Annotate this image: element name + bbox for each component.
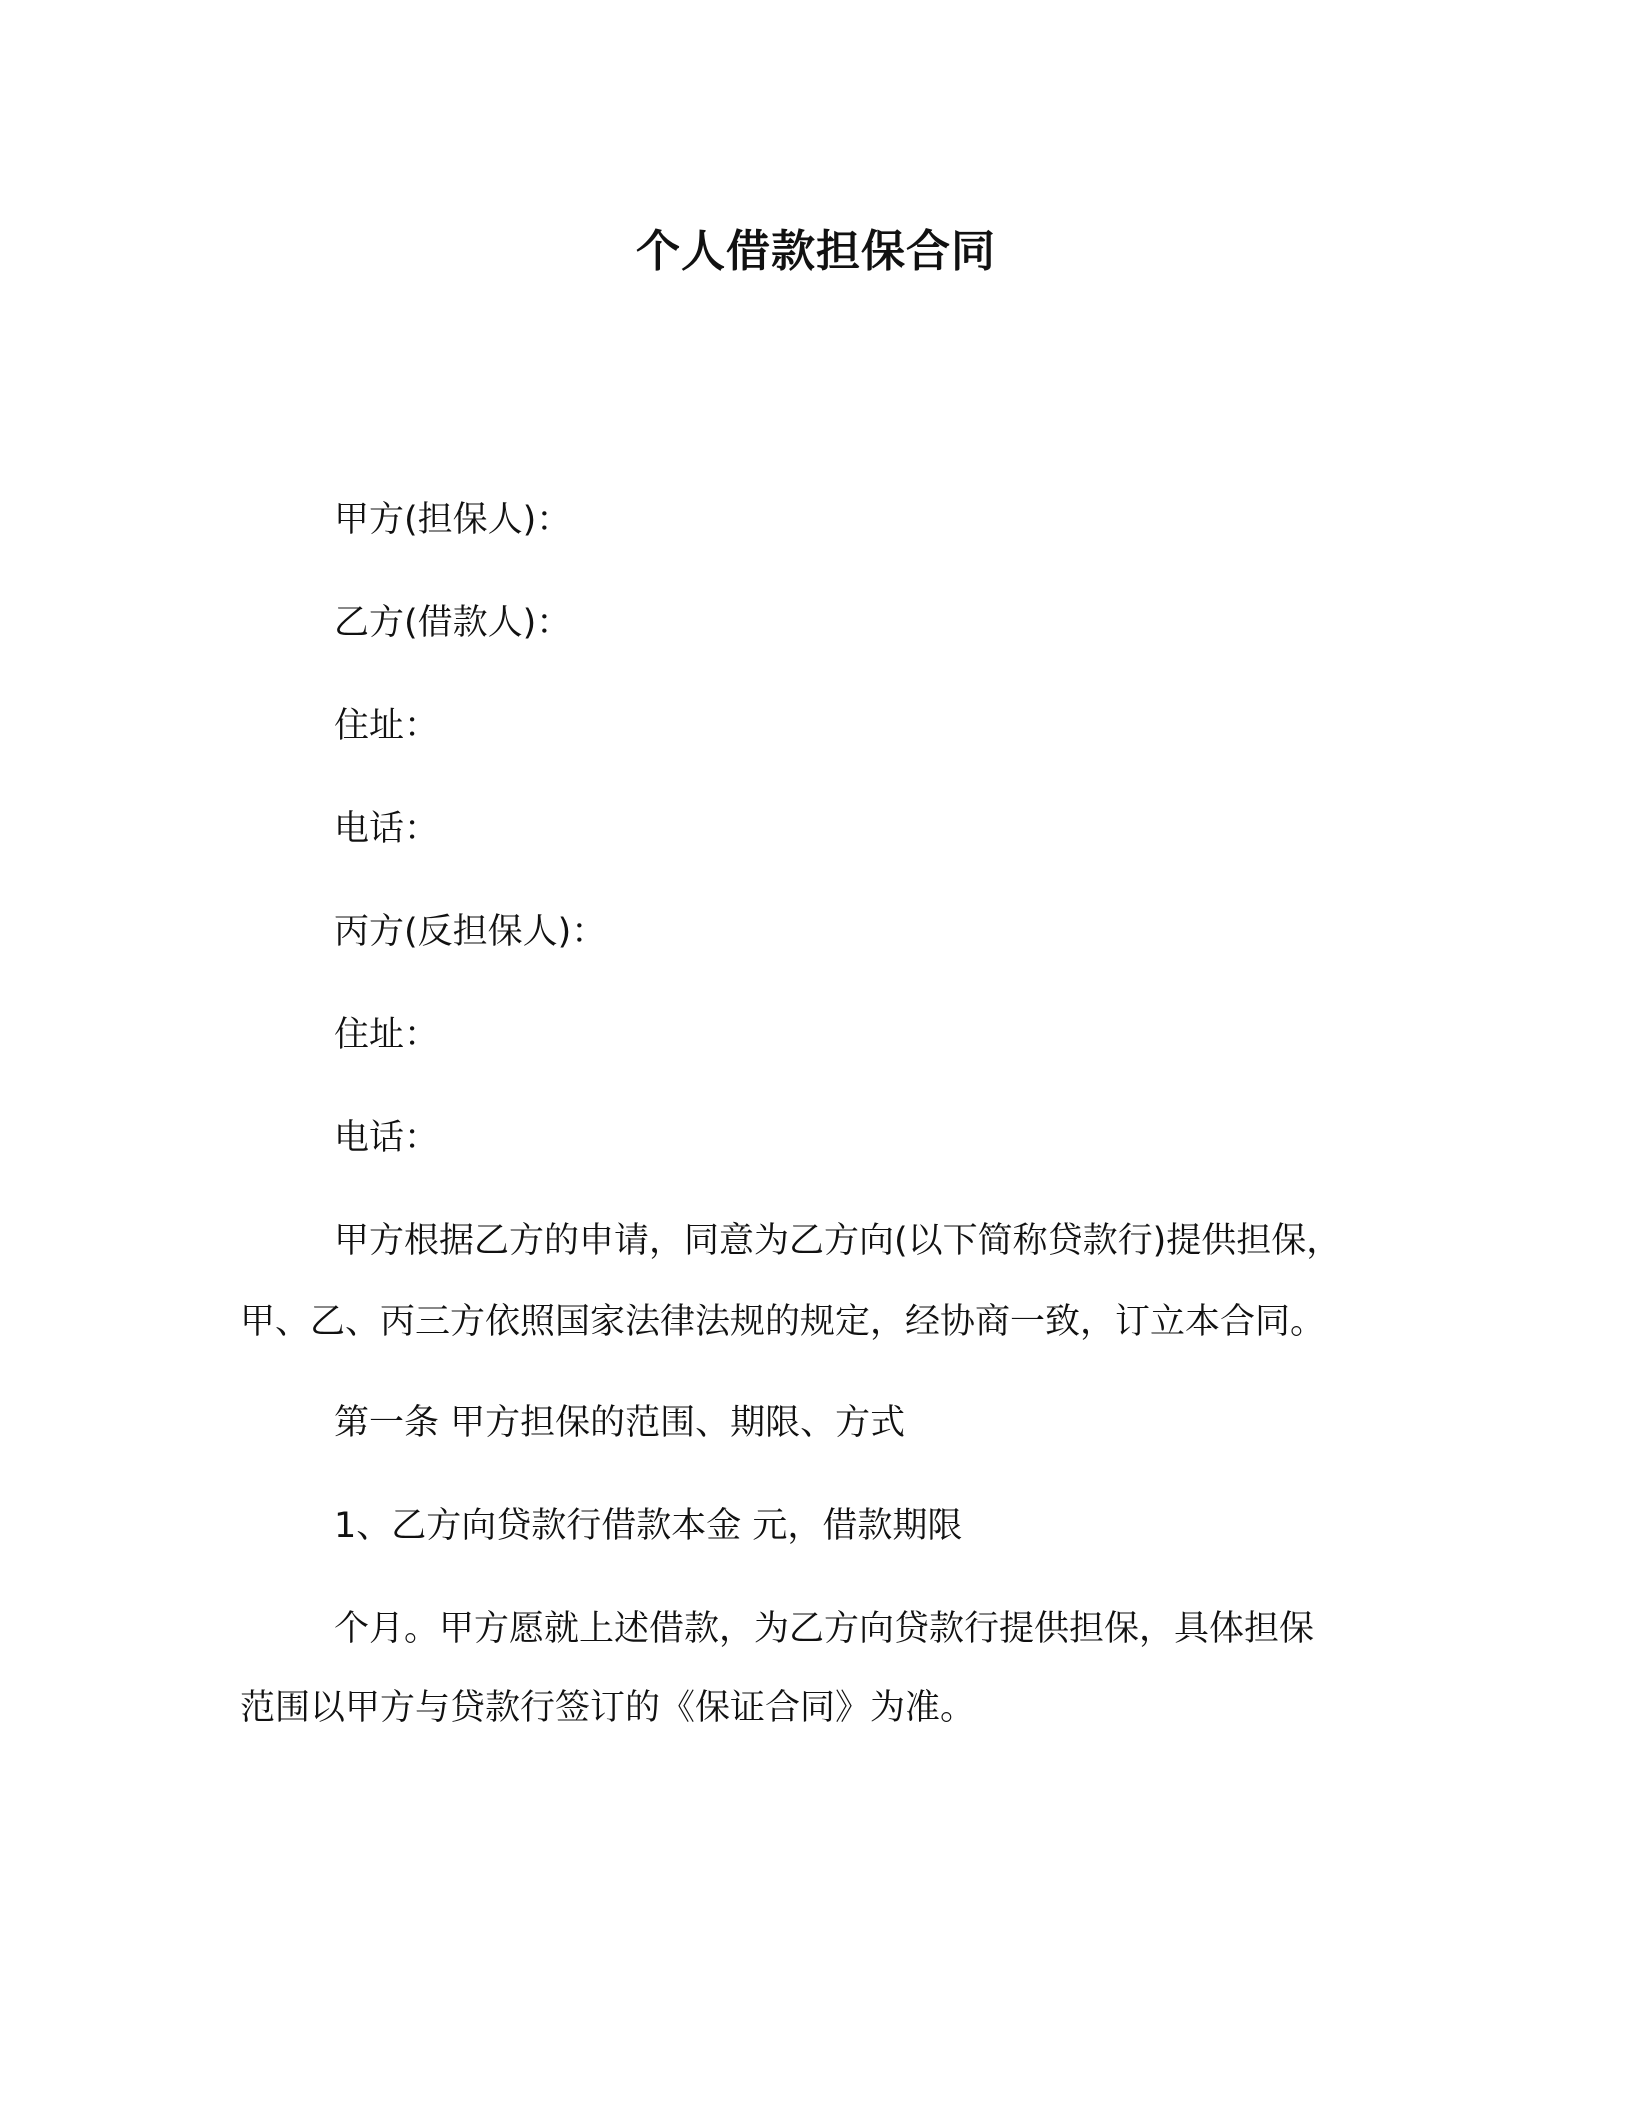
article1-paragraph-line-2: 范围以甲方与贷款行签订的《保证合同》为准。 (240, 1688, 976, 1728)
article1-item1: 1、乙方向贷款行借款本金 元，借款期限 (334, 1506, 963, 1546)
party-b-address-label: 住址： (334, 706, 440, 746)
article1-heading: 第一条 甲方担保的范围、期限、方式 (334, 1403, 906, 1443)
preamble-line-2: 甲、乙、丙三方依照国家法律法规的规定，经协商一致，订立本合同。 (240, 1302, 1326, 1342)
article1-paragraph-line-1: 个月。甲方愿就上述借款，为乙方向贷款行提供担保，具体担保 (334, 1609, 1315, 1649)
party-b-label: 乙方(借款人)： (334, 603, 572, 643)
party-b-phone-label: 电话： (334, 809, 440, 849)
party-a-label: 甲方(担保人)： (334, 500, 572, 540)
document-title: 个人借款担保合同 (636, 226, 996, 277)
party-c-address-label: 住址： (334, 1015, 440, 1055)
preamble-line-1: 甲方根据乙方的申请，同意为乙方向(以下简称贷款行)提供担保， (334, 1221, 1342, 1261)
party-c-phone-label: 电话： (334, 1118, 440, 1158)
party-c-label: 丙方(反担保人)： (334, 912, 607, 952)
